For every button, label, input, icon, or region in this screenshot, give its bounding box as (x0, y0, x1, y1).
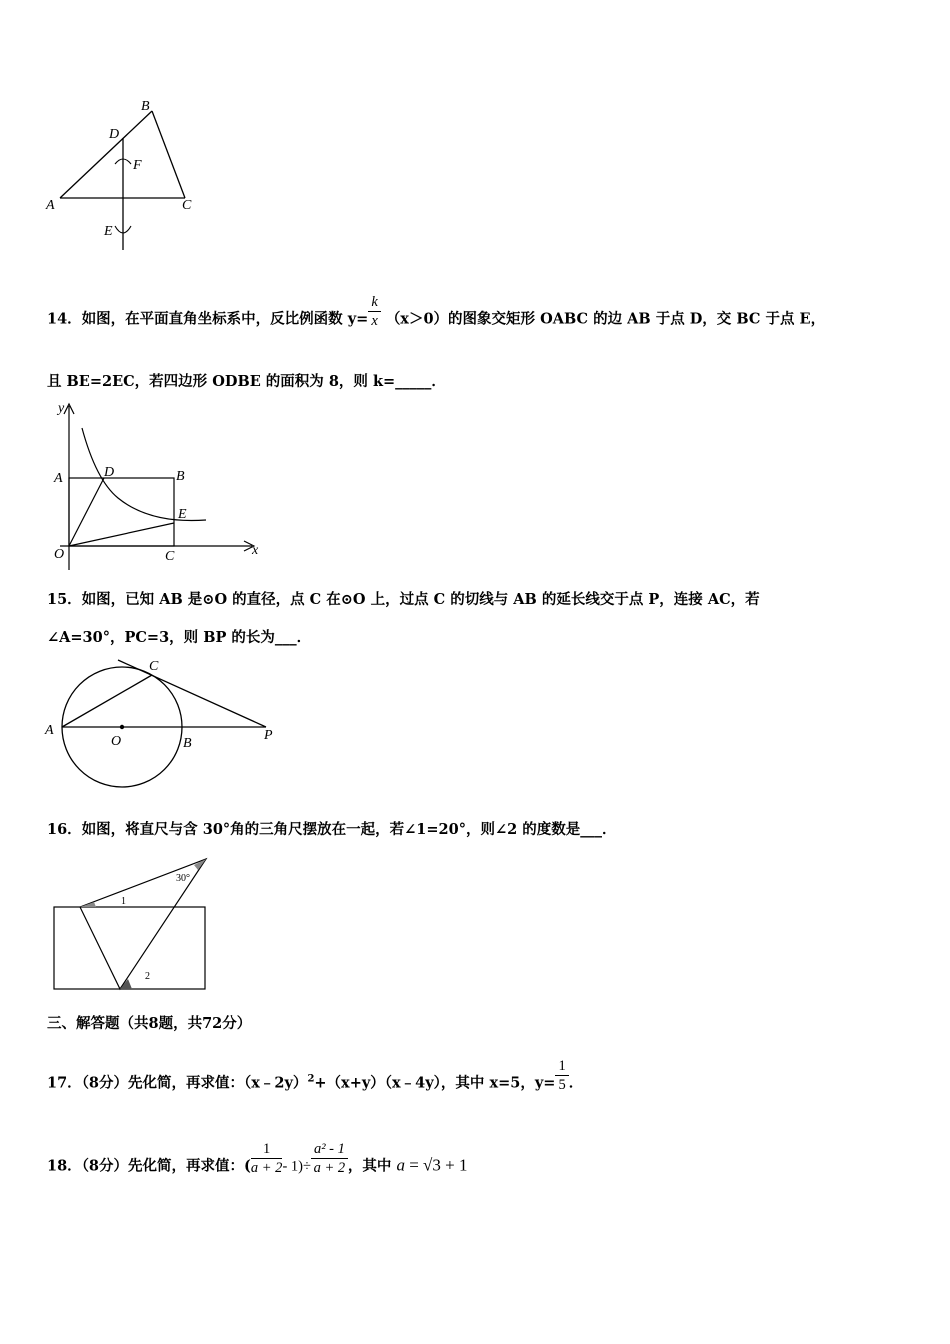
q15-line2 (47, 628, 311, 648)
label-b: B (141, 99, 150, 114)
q18-minus-one: - 1)÷ (282, 1158, 311, 1175)
segment-bc (152, 111, 185, 198)
q17-text-b: +（x+y）（x﹣4y），其中 x=5，y= (314, 1074, 556, 1092)
q15-line1 (47, 590, 760, 610)
q15-figure (42, 655, 282, 790)
ruler (54, 907, 205, 989)
q18-text-b: ，其中 (347, 1157, 397, 1175)
q14-number: 14． (47, 310, 82, 328)
q16-figure (48, 855, 218, 995)
q17-sup: 2 (307, 1073, 315, 1085)
q18-line (47, 1141, 468, 1185)
label-d: D (109, 127, 120, 142)
angle-1-mark (80, 902, 96, 907)
q16-number: 16． (47, 821, 82, 838)
label-y: y (58, 401, 65, 416)
segment-oe (69, 523, 174, 546)
label-p: P (264, 728, 273, 743)
q14-text-a: 如图，在平面直角坐标系中，反比例函数 y= (81, 310, 369, 328)
q18-text-a: （8分）先化简，再求值：( (81, 1157, 251, 1175)
label-x: x (252, 543, 259, 558)
q18-fraction-1 (251, 1140, 283, 1177)
q17-frac-den: 5 (558, 1077, 566, 1093)
q14-line2-text: 且 BE=2EC，若四边形 ODBE 的面积为 8，则 k=_____． (47, 373, 446, 390)
hyperbola (82, 428, 206, 521)
label-b: B (183, 736, 192, 751)
q14-frac-num: k (368, 293, 380, 312)
label-d: D (104, 465, 115, 480)
label-e: E (104, 224, 113, 239)
q18-frac1-num: 1 (251, 1140, 283, 1159)
q14-frac-den: x (371, 313, 378, 329)
q14-line2 (47, 372, 446, 392)
q14-text-b: （x＞0）的图象交矩形 OABC 的边 AB 于点 D，交 BC 于点 E， (385, 310, 826, 328)
q13-figure (40, 92, 210, 257)
q14-fraction (368, 293, 380, 330)
center-point (120, 725, 124, 729)
section3-title (47, 1014, 251, 1034)
q18-frac2-num: a² - 1 (311, 1140, 348, 1159)
section3-title-text: 三、解答题（共8题，共72分） (47, 1015, 252, 1032)
label-2: 2 (145, 971, 150, 982)
q14-figure (48, 400, 268, 580)
q17-frac-num: 1 (555, 1057, 568, 1076)
label-a: A (45, 723, 54, 738)
q18-var: a (396, 1155, 405, 1175)
q17-text-c: ． (568, 1074, 584, 1092)
q18-frac1-den: a + 2 (250, 1160, 283, 1176)
label-a: A (46, 198, 55, 213)
q15-number: 15． (47, 591, 82, 608)
label-o: O (111, 734, 122, 749)
label-1: 1 (121, 896, 126, 907)
label-b: B (176, 469, 185, 484)
label-30: 30° (176, 873, 190, 884)
label-c: C (182, 198, 192, 213)
q17-line (47, 1058, 584, 1102)
q15-line1-text: 如图，已知 AB 是⊙O 的直径，点 C 在⊙O 上，过点 C 的切线与 AB 的延长线交于点 P，连接 AC，若 (81, 591, 760, 608)
q18-eq: = (404, 1155, 424, 1175)
label-c: C (149, 659, 159, 674)
label-o: O (54, 547, 65, 562)
label-f: F (133, 158, 142, 173)
q18-number: 18． (47, 1157, 82, 1175)
q18-value: √3 + 1 (423, 1155, 468, 1175)
label-a: A (54, 471, 63, 486)
segment-od (69, 478, 104, 546)
label-e: E (178, 507, 187, 522)
q16-line (47, 820, 617, 840)
q18-frac2-den: a + 2 (313, 1160, 346, 1176)
q17-fraction (555, 1057, 568, 1094)
label-c: C (165, 549, 175, 564)
segment-ac (62, 675, 152, 727)
q16-text: 如图，将直尺与含 30°角的三角尺摆放在一起，若∠1=20°，则∠2 的度数是___． (81, 821, 617, 838)
segment-ab (60, 111, 152, 198)
q14-line1 (47, 294, 826, 338)
q18-fraction-2 (311, 1140, 348, 1177)
q17-text-a: （8分）先化简，再求值：（x﹣2y） (81, 1074, 308, 1092)
q17-number: 17． (47, 1074, 82, 1092)
rectangle-oabc (69, 478, 174, 546)
tangent-cp (118, 660, 266, 727)
q15-line2-text: ∠A=30°，PC=3，则 BP 的长为___． (47, 629, 312, 646)
